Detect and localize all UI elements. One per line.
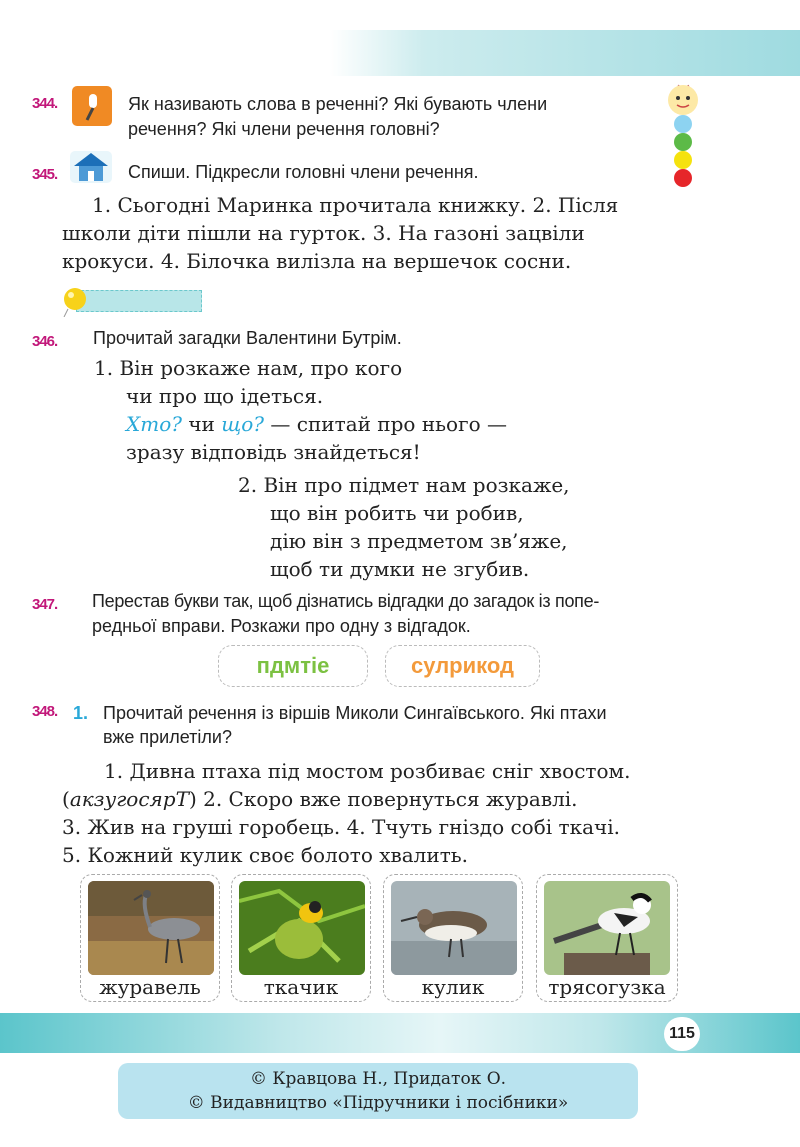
- exercise-number-344: 344.: [32, 95, 58, 112]
- bird-label-wagtail: трясогузка: [548, 975, 666, 999]
- exercise-348-text-line1: 1. Дивна птаха під мостом розбиває сніг хвостом.: [104, 759, 631, 783]
- exercise-348-text-line2-rest: ) 2. Скоро вже повернуться журавлі.: [188, 787, 578, 811]
- exercise-344-line1: Як називають слова в реченні? Які бувають члени: [128, 94, 548, 114]
- highlight-what: що?: [221, 412, 265, 436]
- bird-label-sandpiper: кулик: [421, 975, 485, 999]
- sandpiper-photo-icon: [391, 881, 517, 975]
- exercise-number-347: 347.: [32, 596, 58, 613]
- riddle1-line4: зразу відповідь знайдеться!: [126, 440, 421, 464]
- exercise-345-text-line1: 1. Сьогодні Маринка прочитала книжку. 2. Після: [92, 193, 619, 217]
- bird-label-crane: журавель: [99, 975, 201, 999]
- wagtail-photo-icon: [544, 881, 670, 975]
- balloon-icon: [62, 287, 88, 313]
- exercise-number-345: 345.: [32, 166, 58, 183]
- exercise-348-text-line2: [62, 785, 578, 814]
- bird-card-crane: [80, 874, 220, 1002]
- exercise-348-text-line3: 3. Жив на груші горобець. 4. Тчуть гніздо собі ткачі.: [62, 815, 620, 839]
- riddle1-line3-rest: — спитай про нього —: [264, 412, 507, 436]
- exercise-344-line2: речення? Які члени речення головні?: [128, 119, 440, 139]
- riddle2-line3: дію він з предметом зв’яже,: [270, 529, 568, 553]
- exercise-348-text-line4: 5. Кожний кулик своє болото хвалить.: [62, 843, 469, 867]
- copyright-box: [118, 1063, 638, 1119]
- scrambled-bird: акзугосярТ: [69, 787, 189, 811]
- riddle2-line1: 2. Він про підмет нам розкаже,: [238, 473, 570, 497]
- exercise-348-line1: Прочитай речення із віршів Миколи Сингаївського. Які птахи: [103, 703, 607, 723]
- exercise-347-line2: редньої вправи. Розкажи про одну з відгадок.: [92, 616, 471, 636]
- bird-card-wagtail: [536, 874, 678, 1002]
- exercise-345-instruction: Спиши. Підкресли головні члени речення.: [128, 162, 479, 182]
- copyright-authors: © Кравцова Н., Придаток О.: [249, 1069, 507, 1089]
- riddle2-line4: щоб ти думки не згубив.: [270, 557, 530, 581]
- scrambled-word-2: сулрикод: [385, 645, 540, 687]
- lesson-bar: [76, 290, 202, 312]
- microphone-icon: [72, 86, 112, 126]
- exercise-number-346: 346.: [32, 333, 58, 350]
- riddle1-line1: 1. Він розкаже нам, про кого: [94, 356, 403, 380]
- exercise-348-step: 1.: [73, 703, 89, 723]
- riddle2-line2: що він робить чи робив,: [270, 501, 524, 525]
- exercise-345-text-line2: школи діти пішли на гурток. 3. На газоні зацвіли: [62, 221, 585, 245]
- exercise-347-line1: Перестав букви так, щоб дізнатись відгадки до загадок із попе-: [92, 591, 600, 611]
- crane-photo-icon: [88, 881, 214, 975]
- caterpillar-icon: [664, 84, 704, 188]
- copyright-publisher: © Видавництво «Підручники і посібники»: [187, 1093, 569, 1113]
- top-decorative-band: [330, 30, 800, 76]
- riddle1-line3: [126, 410, 507, 439]
- scrambled-word-1: пдмтіе: [218, 645, 368, 687]
- bird-label-weaver: ткачик: [263, 975, 339, 999]
- lesson-tag: [58, 287, 203, 315]
- exercise-345-text-line3: крокуси. 4. Білочка вилізла на вершечок сосни.: [62, 249, 572, 273]
- riddle1-line3-or: чи: [181, 412, 222, 436]
- exercise-346-instruction: Прочитай загадки Валентини Бутрім.: [93, 328, 402, 348]
- page-number: 115: [664, 1017, 700, 1051]
- bird-card-sandpiper: [383, 874, 523, 1002]
- exercise-348-line2: вже прилетіли?: [103, 727, 232, 747]
- highlight-who: Хто?: [126, 412, 182, 436]
- weaver-photo-icon: [239, 881, 365, 975]
- exercise-number-348: 348.: [32, 703, 58, 720]
- riddle1-line2: чи про що ідеться.: [126, 384, 324, 408]
- bird-card-weaver: [231, 874, 371, 1002]
- paren-open: (: [62, 787, 70, 811]
- house-icon: [70, 151, 112, 183]
